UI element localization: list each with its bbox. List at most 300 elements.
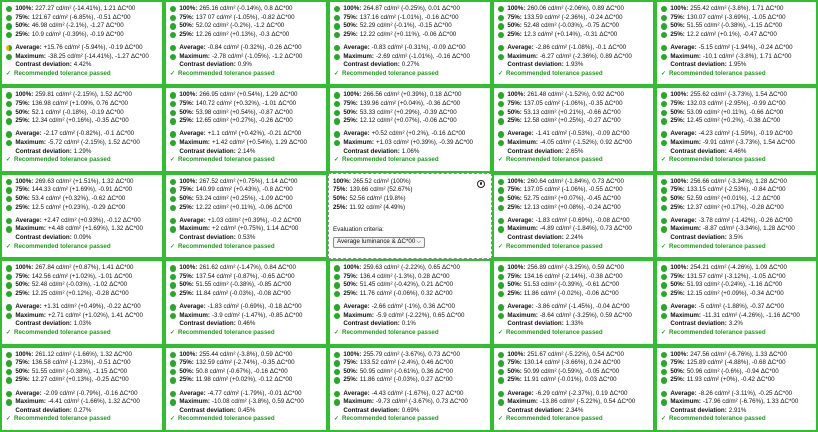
level-row-p100: [498, 5, 649, 14]
status-dot: [6, 391, 12, 397]
status-dot: [661, 45, 667, 51]
status-dot: [6, 15, 12, 21]
level-row-p25: [6, 204, 158, 213]
status-dot: [6, 131, 12, 137]
level-label: 50%:: [15, 367, 30, 375]
level-label: 100%:: [179, 91, 198, 99]
average-label: Average:: [670, 389, 697, 397]
status-dot: [334, 352, 340, 358]
check-icon: ✓: [170, 415, 176, 423]
maximum-row: [170, 312, 322, 321]
level-label: 50%:: [670, 108, 685, 116]
check-icon: ✓: [6, 69, 12, 77]
level-row-p25: [661, 290, 812, 299]
status-dot: [661, 23, 667, 29]
level-value: 265.16 cd/m² (-0.14%), 0.8 ΔC*00: [199, 5, 293, 12]
level-label: 75%:: [670, 186, 685, 194]
average-label: Average:: [179, 216, 206, 224]
level-value: 52.48 cd/m² (-0.03%), -0.75 ΔC*00: [523, 22, 620, 30]
average-row: [6, 217, 158, 226]
level-value: 12.5 cd/m² (+0.23%), -0.29 ΔC*00: [31, 203, 126, 211]
maximum-row: [334, 53, 486, 62]
measurement-cell: [328, 259, 492, 345]
maximum-label: Maximum:: [507, 138, 538, 146]
level-label: 25%:: [179, 30, 194, 38]
status-dot: [6, 377, 12, 383]
level-value: 247.56 cd/m² (-6.76%), 1.33 ΔC*00: [690, 350, 787, 358]
average-row: [498, 44, 649, 53]
level-row-p100: [6, 5, 158, 14]
level-value: 266.56 cd/m² (+0.39%), 0.18 ΔC*00: [363, 91, 462, 99]
target-icon: [477, 180, 485, 188]
average-label: Average:: [15, 130, 42, 138]
contrast-row: [6, 61, 158, 70]
level-label: 75%:: [507, 272, 522, 280]
contrast-row: [6, 148, 158, 157]
status-dot: [6, 218, 12, 224]
contrast-label: Contrast deviation:: [507, 147, 564, 155]
level-label: 50%:: [507, 108, 522, 116]
average-row: [498, 217, 649, 226]
average-label: Average:: [179, 389, 206, 397]
level-value: 52.75 cd/m² (+0.07%), -0.45 ΔC*00: [523, 194, 621, 202]
level-label: 100%:: [670, 91, 689, 99]
level-label: 75%:: [343, 272, 358, 280]
pass-row: [170, 156, 322, 165]
level-label: 100%:: [343, 350, 362, 358]
level-row-p50: [334, 368, 486, 377]
average-row: [334, 130, 486, 139]
contrast-label: Contrast deviation:: [670, 320, 727, 328]
pass-message: Recommended tolerance passed: [14, 242, 111, 250]
status-dot: [170, 369, 176, 375]
level-value: 133.52 cd/m² (-2.4%), 0.46 ΔC*00: [359, 359, 454, 367]
maximum-row: [661, 225, 812, 234]
pass-message: Recommended tolerance passed: [506, 69, 603, 77]
level-label: 25%:: [343, 30, 358, 38]
status-dot: [6, 101, 12, 107]
measurement-cell: [0, 173, 164, 259]
level-label: 50%:: [343, 22, 358, 30]
level-value: 12.15 cd/m² (+0.09%), -0.34 ΔC*00: [686, 289, 784, 297]
status-dot: [661, 360, 667, 366]
contrast-label: Contrast deviation:: [507, 61, 564, 69]
maximum-label: Maximum:: [15, 225, 46, 233]
level-row-p100: [334, 351, 486, 360]
reference-cell: [328, 173, 492, 259]
level-value: 50.8 cd/m² (-0.67%), -0.16 ΔC*00: [195, 367, 288, 375]
status-dot: [6, 6, 12, 12]
level-label: 100%:: [507, 177, 526, 185]
status-dot: [170, 15, 176, 21]
contrast-value: 0.53%: [237, 233, 256, 241]
level-value: 12.22 cd/m² (+0.11%), -0.06 ΔC*00: [359, 30, 457, 38]
level-label: 75%:: [179, 272, 194, 280]
average-row: [661, 303, 812, 312]
level-row-p75: [334, 14, 486, 23]
maximum-value: +4.48 cd/m² (+1.69%), 1.32 ΔC*00: [48, 225, 143, 233]
level-label: 25%:: [507, 117, 522, 125]
contrast-label: Contrast deviation:: [670, 233, 727, 241]
maximum-label: Maximum:: [507, 52, 538, 60]
status-dot: [170, 140, 176, 146]
level-value: 125.89 cd/m² (-4.88%), -0.68 ΔC*00: [686, 359, 786, 367]
measurement-cell: [0, 0, 164, 86]
contrast-row: [170, 61, 322, 70]
pass-row: [498, 156, 649, 165]
level-row-p100: [6, 91, 158, 100]
level-value: 266.95 cd/m² (+0.54%), 1.29 ΔC*00: [199, 91, 298, 99]
level-label: 25%:: [343, 289, 358, 297]
criteria-select[interactable]: [333, 237, 425, 248]
level-value: 51.45 cd/m² (-0.42%), 0.21 ΔC*00: [359, 281, 454, 289]
level-label: 25%:: [15, 203, 30, 211]
maximum-value: -8.87 cd/m² (-3.34%), 1.28 ΔC*00: [703, 225, 795, 233]
average-value: -1.83 cd/m² (-0.69%), -0.18 ΔC*00: [207, 303, 302, 311]
contrast-row: [170, 148, 322, 157]
level-label: 75%:: [15, 272, 30, 280]
level-row-p75: [6, 100, 158, 109]
level-value: 137 07 cd/m² (-1.05%), -0.82 ΔC*00: [195, 13, 295, 21]
level-row-p50: [661, 368, 812, 377]
status-dot: [334, 360, 340, 366]
level-row-p50: [170, 368, 322, 377]
status-dot: [661, 92, 667, 98]
status-dot: [170, 187, 176, 193]
maximum-value: -10.1 cd/m² (-3.8%), 1.71 ΔC*00: [703, 52, 792, 60]
level-value: 53.33 cd/m² (+0.29%), -0.39 ΔC*00: [359, 108, 457, 116]
level-label: 75%:: [343, 13, 358, 21]
level-label: 100%:: [15, 5, 34, 12]
average-row: [170, 130, 322, 139]
maximum-value: -17.96 cd/m² (-6.76%), 1.33 ΔC*00: [703, 398, 799, 406]
contrast-label: Contrast deviation:: [670, 406, 727, 414]
level-value: 256.66 cd/m² (-3.34%), 1.28 ΔC*00: [690, 177, 787, 185]
level-value: 139.66 cd/m² (52.67%): [349, 186, 413, 194]
level-label: 75%:: [343, 99, 358, 107]
maximum-value: -2.69 cd/m² (-1.01%), -0.16 ΔC*00: [376, 52, 470, 60]
maximum-row: [170, 139, 322, 148]
status-dot: [334, 23, 340, 29]
pass-row: [334, 415, 486, 424]
measurement-cell: [164, 259, 328, 345]
level-label: 75%:: [179, 13, 194, 21]
level-row-p25: [661, 117, 812, 126]
pass-row: [170, 243, 322, 252]
average-row: [498, 390, 649, 399]
average-value: -4.77 cd/m² (-1.79%), -0.01 ΔC*00: [207, 389, 302, 397]
level-label: 25%:: [507, 30, 522, 38]
contrast-label: Contrast deviation:: [343, 147, 400, 155]
level-label: 100%:: [670, 5, 689, 12]
status-dot: [6, 23, 12, 29]
average-value: -2.66 cd/m² (-1%), 0.36 ΔC*00: [371, 303, 455, 311]
level-row-p50: [334, 109, 486, 118]
pass-message: Recommended tolerance passed: [342, 328, 439, 336]
average-row: [6, 303, 158, 312]
status-dot: [170, 291, 176, 297]
level-label: 75%:: [15, 13, 30, 21]
status-dot: [6, 291, 12, 297]
level-value: 53.98 cd/m² (+0.54%), -0.87 ΔC*00: [195, 108, 293, 116]
status-dot: [6, 187, 12, 193]
pass-message: Recommended tolerance passed: [669, 415, 766, 423]
level-value: 134.16 cd/m² (-2.14%), -0.38 ΔC*00: [523, 272, 623, 280]
status-dot: [498, 32, 504, 38]
status-dot: [334, 391, 340, 397]
status-dot: [170, 377, 176, 383]
status-dot: [661, 32, 667, 38]
status-dot: [170, 218, 176, 224]
status-dot: [661, 399, 667, 405]
status-dot: [334, 313, 340, 319]
status-dot: [661, 391, 667, 397]
level-label: 25%:: [670, 203, 685, 211]
level-row-p100: [498, 264, 649, 273]
status-dot: [170, 32, 176, 38]
level-label: 25%:: [343, 376, 358, 384]
contrast-value: 1.93%: [565, 61, 584, 69]
average-value: -8.26 cd/m² (-3.11%), -0.25 ΔC*00: [698, 389, 793, 397]
level-label: 75%:: [670, 99, 685, 107]
level-row-p75: [498, 273, 649, 282]
contrast-row: [170, 320, 322, 329]
level-value: 52.02 cd/m² (-0.2%), -1.2 ΔC*00: [195, 22, 285, 30]
status-dot: [334, 32, 340, 38]
level-label: 75%:: [507, 186, 522, 194]
level-row-p100: [498, 91, 649, 100]
check-icon: ✓: [170, 156, 176, 164]
level-value: 12.26 cd/m² (+0.13%), -0.3 ΔC*00: [195, 30, 290, 38]
level-label: 50%:: [670, 367, 685, 375]
check-icon: ✓: [6, 242, 12, 250]
status-dot: [170, 226, 176, 232]
contrast-label: Contrast deviation:: [343, 406, 400, 414]
average-label: Average:: [507, 389, 534, 397]
level-row-p25: [6, 376, 158, 385]
maximum-value: -5.9 cd/m² (-2.22%), 0.65 ΔC*00: [376, 311, 465, 319]
level-row-p100: [334, 5, 486, 14]
average-label: Average:: [507, 216, 534, 224]
level-row-p75: [170, 186, 322, 195]
maximum-label: Maximum:: [15, 398, 46, 406]
status-dot: [498, 196, 504, 202]
status-dot: [661, 179, 667, 185]
level-label: 25%:: [670, 376, 685, 384]
level-value: 53.09 cd/m² (+0.11%), -0.66 ΔC*00: [686, 108, 784, 116]
pass-message: Recommended tolerance passed: [506, 328, 603, 336]
maximum-label: Maximum:: [507, 311, 538, 319]
check-icon: ✓: [661, 242, 667, 250]
level-row-p100: [6, 264, 158, 273]
maximum-label: Maximum:: [343, 52, 374, 60]
contrast-value: 4.42%: [73, 61, 92, 69]
level-value: 259.81 cd/m² (-2.15%), 1.52 ΔC*00: [35, 91, 132, 99]
level-row-p75: [6, 186, 158, 195]
level-label: 75%:: [343, 359, 358, 367]
maximum-label: Maximum:: [507, 398, 538, 406]
level-value: 46.98 cd/m² (-2.1%), -1.27 ΔC*00: [31, 22, 124, 30]
level-row-p50: [170, 281, 322, 290]
level-value: 256.89 cd/m² (-3.25%), 0.59 ΔC*00: [527, 264, 624, 272]
contrast-row: [334, 320, 486, 329]
status-dot: [498, 54, 504, 60]
status-dot: [661, 15, 667, 21]
contrast-row: [498, 234, 649, 243]
level-label: 75%:: [15, 99, 30, 107]
maximum-row: [498, 398, 649, 407]
pass-row: [661, 243, 812, 252]
level-label: 25%:: [507, 203, 522, 211]
pass-row: [498, 243, 649, 252]
maximum-value: +2.71 cd/m² (+1.02%), 1.41 ΔC*00: [48, 311, 143, 319]
average-value: -6.29 cd/m² (-2.37%), 0.19 ΔC*00: [535, 389, 628, 397]
average-label: Average:: [507, 43, 534, 51]
status-dot: [661, 205, 667, 211]
average-label: Average:: [507, 130, 534, 138]
average-label: Average:: [179, 303, 206, 311]
status-dot: [6, 352, 12, 358]
maximum-row: [498, 139, 649, 148]
level-label: 100%:: [179, 177, 198, 185]
status-dot: [661, 282, 667, 288]
status-dot: [498, 391, 504, 397]
contrast-label: Contrast deviation:: [179, 406, 236, 414]
level-row-p25: [498, 290, 649, 299]
maximum-value: -5.72 cd/m² (-2.15%), 1.52 ΔC*00: [48, 138, 140, 146]
status-dot: [498, 282, 504, 288]
maximum-row: [661, 139, 812, 148]
contrast-value: 2.34%: [565, 406, 584, 414]
level-row-p75: [334, 273, 486, 282]
level-value: 255.62 cd/m² (-3.73%), 1.54 ΔC*00: [690, 91, 787, 99]
check-icon: ✓: [661, 156, 667, 164]
maximum-row: [6, 53, 158, 62]
pass-row: [6, 329, 158, 338]
pass-row: [334, 156, 486, 165]
level-label: 50%:: [179, 22, 194, 30]
pass-row: [6, 70, 158, 79]
status-dot: [170, 196, 176, 202]
status-dot: [334, 131, 340, 137]
status-dot: [498, 265, 504, 271]
contrast-row: [498, 148, 649, 157]
contrast-row: [170, 234, 322, 243]
maximum-label: Maximum:: [179, 225, 210, 233]
chevron-down-icon: ⌵: [416, 238, 421, 245]
level-row-p75: [498, 100, 649, 109]
level-value: 51.55 cd/m² (-0.38%), -1.15 ΔC*00: [686, 22, 783, 30]
maximum-row: [498, 225, 649, 234]
level-value: 52.56 cd/m² (19.8%): [349, 194, 406, 202]
level-label: 100%:: [670, 350, 689, 358]
level-row-p25: [661, 31, 812, 40]
criteria-select-value: Average luminance & ΔC*00: [337, 237, 416, 245]
status-dot: [498, 140, 504, 146]
maximum-value: -4.41 cd/m² (-1.66%), 1.32 ΔC*00: [48, 398, 140, 406]
contrast-value: 4.46%: [728, 147, 747, 155]
pass-message: Recommended tolerance passed: [14, 328, 111, 336]
status-dot: [498, 118, 504, 124]
maximum-label: Maximum:: [343, 138, 374, 146]
status-dot: [661, 187, 667, 193]
level-row-p100: [661, 264, 812, 273]
average-value: +1.03 cd/m² (+0.39%), -0.2 ΔC*00: [207, 216, 302, 224]
check-icon: ✓: [6, 415, 12, 423]
status-dot: [334, 101, 340, 107]
level-value: 50.99 cd/m² (-0.59%), -0.05 ΔC*00: [523, 367, 620, 375]
level-label: 25%:: [179, 289, 194, 297]
level-row-p25: [334, 290, 486, 299]
level-label: 50%:: [15, 22, 30, 30]
level-row-p50: [6, 368, 158, 377]
level-label: 25%:: [15, 289, 30, 297]
level-value: 260.64 cd/m² (-1.84%), 0.73 ΔC*00: [527, 177, 624, 185]
status-dot: [661, 196, 667, 202]
level-value: 12.37 cd/m² (+0.17%), -0.28 ΔC*00: [686, 203, 784, 211]
level-label: 100%:: [179, 264, 198, 272]
maximum-label: Maximum:: [670, 398, 701, 406]
average-value: -0.83 cd/m² (-0.31%), -0.09 ΔC*00: [371, 43, 466, 51]
status-dot: [661, 54, 667, 60]
status-dot: [661, 369, 667, 375]
level-value: 51.93 cd/m² (-0.24%), -1.16 ΔC*00: [686, 281, 783, 289]
measurement-cell: [164, 86, 328, 172]
level-value: 51.55 cd/m² (-0.38%), -1.15 ΔC*00: [31, 367, 128, 375]
maximum-label: Maximum:: [179, 52, 210, 60]
level-value: 136.98 cd/m² (+1.09%, 0.76 ΔC*00: [31, 99, 128, 107]
measurement-cell: [655, 173, 818, 259]
maximum-value: +1.03 cd/m² (+0.39%), -0.39 ΔC*00: [376, 138, 473, 146]
level-label: 100%:: [507, 350, 526, 358]
level-label: 75%:: [15, 359, 30, 367]
level-label: 100%:: [15, 177, 34, 185]
contrast-label: Contrast deviation:: [179, 320, 236, 328]
contrast-value: 0.1%: [401, 320, 416, 328]
status-dot: [6, 110, 12, 116]
pass-message: Recommended tolerance passed: [669, 156, 766, 164]
average-row: [170, 217, 322, 226]
check-icon: ✓: [498, 156, 504, 164]
level-value: 251.67 cd/m² (-5.22%), 0.54 ΔC*00: [527, 350, 624, 358]
level-value: 11.98 cd/m² (+0.02%), -0.12 ΔC*00: [195, 376, 293, 384]
status-dot: [6, 304, 12, 310]
average-label: Average:: [343, 130, 370, 138]
level-value: 261.12 cd/m² (-1.66%), 1.32 ΔC*00: [35, 350, 132, 358]
contrast-value: 1.06%: [401, 147, 420, 155]
contrast-value: 1.33%: [565, 320, 584, 328]
level-row-p75: [661, 100, 812, 109]
average-label: Average:: [343, 389, 370, 397]
status-dot: [170, 6, 176, 12]
maximum-row: [498, 53, 649, 62]
contrast-row: [498, 407, 649, 416]
level-value: 133.59 cd/m² (-2.36%), -0.24 ΔC*00: [523, 13, 623, 21]
level-row-p75: [334, 100, 486, 109]
contrast-row: [661, 320, 812, 329]
level-value: 131.57 cd/m² (-3.12%), -1.05 ΔC*00: [686, 272, 786, 280]
measurement-cell: [164, 0, 328, 86]
status-dot: [6, 360, 12, 366]
check-icon: ✓: [498, 69, 504, 77]
average-row: [661, 217, 812, 226]
pass-row: [498, 70, 649, 79]
maximum-label: Maximum:: [15, 311, 46, 319]
contrast-label: Contrast deviation:: [179, 61, 236, 69]
level-row-p25: [498, 204, 649, 213]
contrast-row: [334, 407, 486, 416]
pass-message: Recommended tolerance passed: [506, 156, 603, 164]
